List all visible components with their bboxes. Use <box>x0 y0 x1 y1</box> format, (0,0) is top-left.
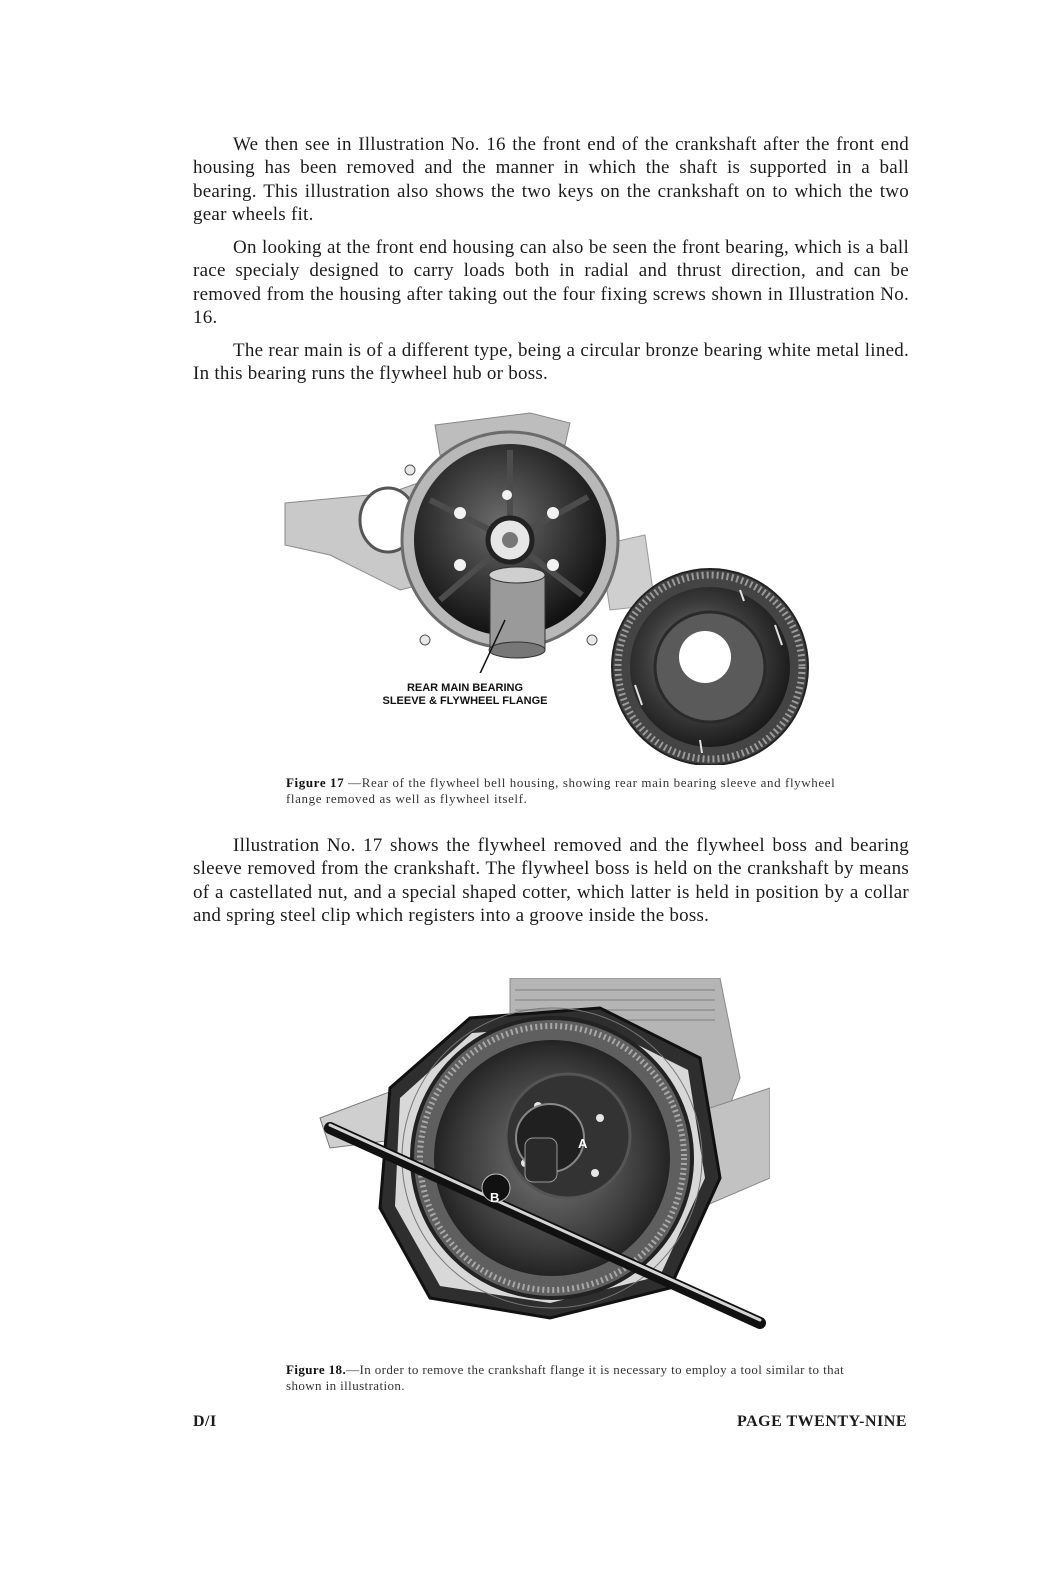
figure-18-photo <box>300 978 770 1340</box>
figure-17-photo <box>270 405 850 765</box>
figure-17-label-line1: REAR MAIN BEARING <box>406 682 524 694</box>
figure-17-caption-label: Figure 17 <box>286 775 345 790</box>
figure-18-label-b: B <box>490 1190 500 1205</box>
figure-17-caption-text: —Rear of the flywheel bell housing, showing rear main bearing sleeve and flywheel flange removed as well as flywheel itself. <box>286 775 836 806</box>
paragraph-front-bearing: On looking at the front end housing can also be seen the front bearing, which is a ball race specialy designed to carry loads both in radial and thrust direction, and can be removed from the housing after taking out the four fixing screws shown in Illustration No. 16. <box>193 237 909 328</box>
figure-18-label-a: A <box>578 1136 588 1151</box>
footer-page-number: PAGE TWENTY-NINE <box>737 1413 907 1430</box>
figure-18-caption-text: —In order to remove the crankshaft flange it is necessary to employ a tool similar to that shown in illustration. <box>286 1362 845 1393</box>
figure-17-caption <box>286 775 846 807</box>
paragraph-rear-main: The rear main is of a different type, being a circular bronze bearing white metal lined. In this bearing runs the flywheel hub or boss. <box>193 340 909 385</box>
figure-17-label-line2: SLEEVE & FLYWHEEL FLANGE <box>382 695 548 707</box>
paragraph-illustration-16: We then see in Illustration No. 16 the front end of the crankshaft after the front end housing has been removed and the manner in which the shaft is supported in a ball bearing. This illustration also shows the two keys on the crankshaft on to which the two gear wheels fit. <box>193 134 909 225</box>
paragraph-illustration-17: Illustration No. 17 shows the flywheel removed and the flywheel boss and bearing sleeve removed from the crankshaft. The flywheel boss is held on the crankshaft by means of a castellated nut, and a special shaped cotter, which latter is held in position by a collar and spring steel clip which registers into a groove inside the boss. <box>193 835 909 926</box>
figure-18-caption-label: Figure 18. <box>286 1362 347 1377</box>
figure-18-caption <box>286 1362 846 1394</box>
footer-section-code: D/I <box>193 1413 217 1430</box>
